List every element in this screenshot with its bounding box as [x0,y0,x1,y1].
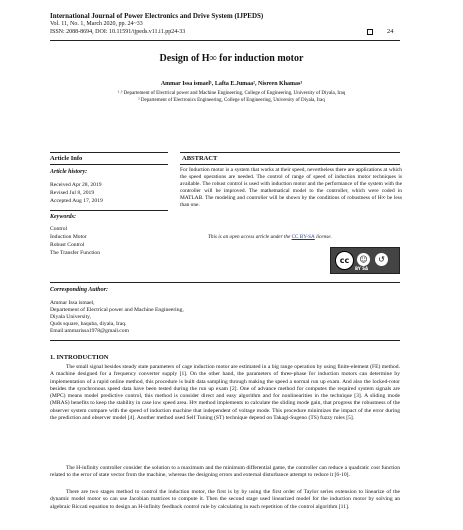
corresponding-top-rule [50,282,400,283]
open-access-text: This is an open access article under the [208,234,292,240]
abstract-rule [180,164,400,165]
cc-icon: cc [335,251,354,270]
keyword-item: Robust Control [50,242,85,248]
corresponding-line: Diyala University, [50,314,91,320]
cc-license-badge[interactable] [330,247,400,274]
accepted-date: Accepted Aug 17, 2019 [50,198,103,204]
article-history-heading: Article history: [50,169,88,175]
body-paragraph: There are two stages method to control the induction motor, the first is by by using the first order of Taylor series extension to linearize of the dynamic model motor so can use Jacobian matrices to compute it. Then the second stage used linearized model for the induction motor by solving an algebraic Riccati equation to design an H-infinity feedback control rule by calculating in each repetition of the control algorithm [11]. [50,489,400,510]
abstract-heading: ABSTRACT [182,155,218,162]
keyword-item: The Transfer Function [50,250,101,256]
page-number: 24 [387,28,394,35]
email-line: Email:ammarissa1978@gmail.com [50,328,129,334]
corresponding-heading: Corresponding Author: [50,287,108,293]
open-access-suffix: license. [314,234,332,240]
section-heading: 1. INTRODUCTION [50,354,109,361]
corresponding-line: Quds square, baquba, diyala, Iraq. [50,321,127,327]
body-paragraph: The small signal besides steady state parameters of cage induction motor are estimated in a big range operation by using finite-element (FE) method. A machine designed for a frequency converter supply [1]. On the other hand, the parameters of three-phase for induction motors can determine by implementation of a rapid online method, this procedure is built data sampling through making the speed a normal run up exam. And also the locked-rotor besides the synchronous speed data have been tested during the run up exam [2]. One of advance method for computes the required system signals are (MPC) means model predictive control, this method is consider direct and easy algorithm and for nonlinearities in the technique [3]. A sliding mode (MRAS) benefits to keep the stability in case low speed area. H∞ method implements to calculate the sliding mode gain, that progress the robustness of the observer system compare with the speed of induction machine that independent of voltage mode. This procedure minimizes the impact of the error during the prediction and observer model [4]. Another method used Self Tuning (ST) technique depend on Takagi-Sugeno (TS) fuzzy rules [5]. [50,364,400,422]
cc-badge-label: BY SA [355,266,369,271]
keyword-item: Induction Motor [50,234,87,240]
body-paragraph: The H-infinity controller consider the solution to a maximum and the minimum differential game, the controller can reduce a quadratic cost function related to the error of state vector from the machine, whereas the designing errors and external disturbance attempt to reduce it [6-10]. [50,465,400,479]
keyword-item: Control [50,226,68,232]
volume-info: Vol. 11, No. 1, March 2020, pp. 24~33 [50,21,143,27]
paper-title: Design of H∞ for induction motor [159,53,304,64]
article-info-top-rule [50,152,168,153]
corresponding-line: Departement of Electrical power and Machine Engineering, [50,307,184,313]
article-info-heading: Article Info [50,155,83,162]
journal-name: International Journal of Power Electronics and Drive System (IJPEDS) [50,12,264,20]
affiliation-2: ² Departement of Electronics Engineering, College of Engineering, University of Diyala, Iraq [138,98,325,103]
abstract-text: For Induction motor is a system that works at their speed, nevertheless there are applications at which the speed operations are needed. The control of range of speed of induction motor techniques is available. The robust control is used with induction motor and the performance of the system with the controller will be improved. The mathematical model to the controller, which were coded in MATLAB. The modeling and controller will be shown by the conditions of robustness of H∞ be less than one. [180,167,402,208]
issn-doi: ISSN: 2088-8694, DOI: 10.11591/ijpeds.v11.i1.pp24-33 [50,29,186,35]
square-icon [367,29,373,35]
header-divider [50,40,400,41]
article-info-rule [50,164,168,165]
revised-date: Revised Jul 8, 2019 [50,190,95,196]
share-alike-icon: ↺ [375,253,388,266]
open-access-note [208,234,332,240]
corresponding-line: Ammar Issa ismael, [50,300,95,306]
received-date: Received Apr 28, 2019 [50,182,102,188]
author-list: Ammar Issa ismael¹, Lafta E.Jumaa², Nisreen Khamas³ [160,81,303,87]
keywords-top-rule [50,210,168,211]
keywords-heading: Keywords: [50,214,76,220]
license-link[interactable]: CC BY-SA [291,234,315,240]
attribution-icon: ☺ [357,253,370,266]
corresponding-bottom-rule [50,340,400,341]
affiliation-1: ¹˒³ Departement of Electrical power and Machine Engineering, College of Engineering, University of Diyala, Iraq [117,91,346,96]
abstract-top-rule [180,152,400,153]
